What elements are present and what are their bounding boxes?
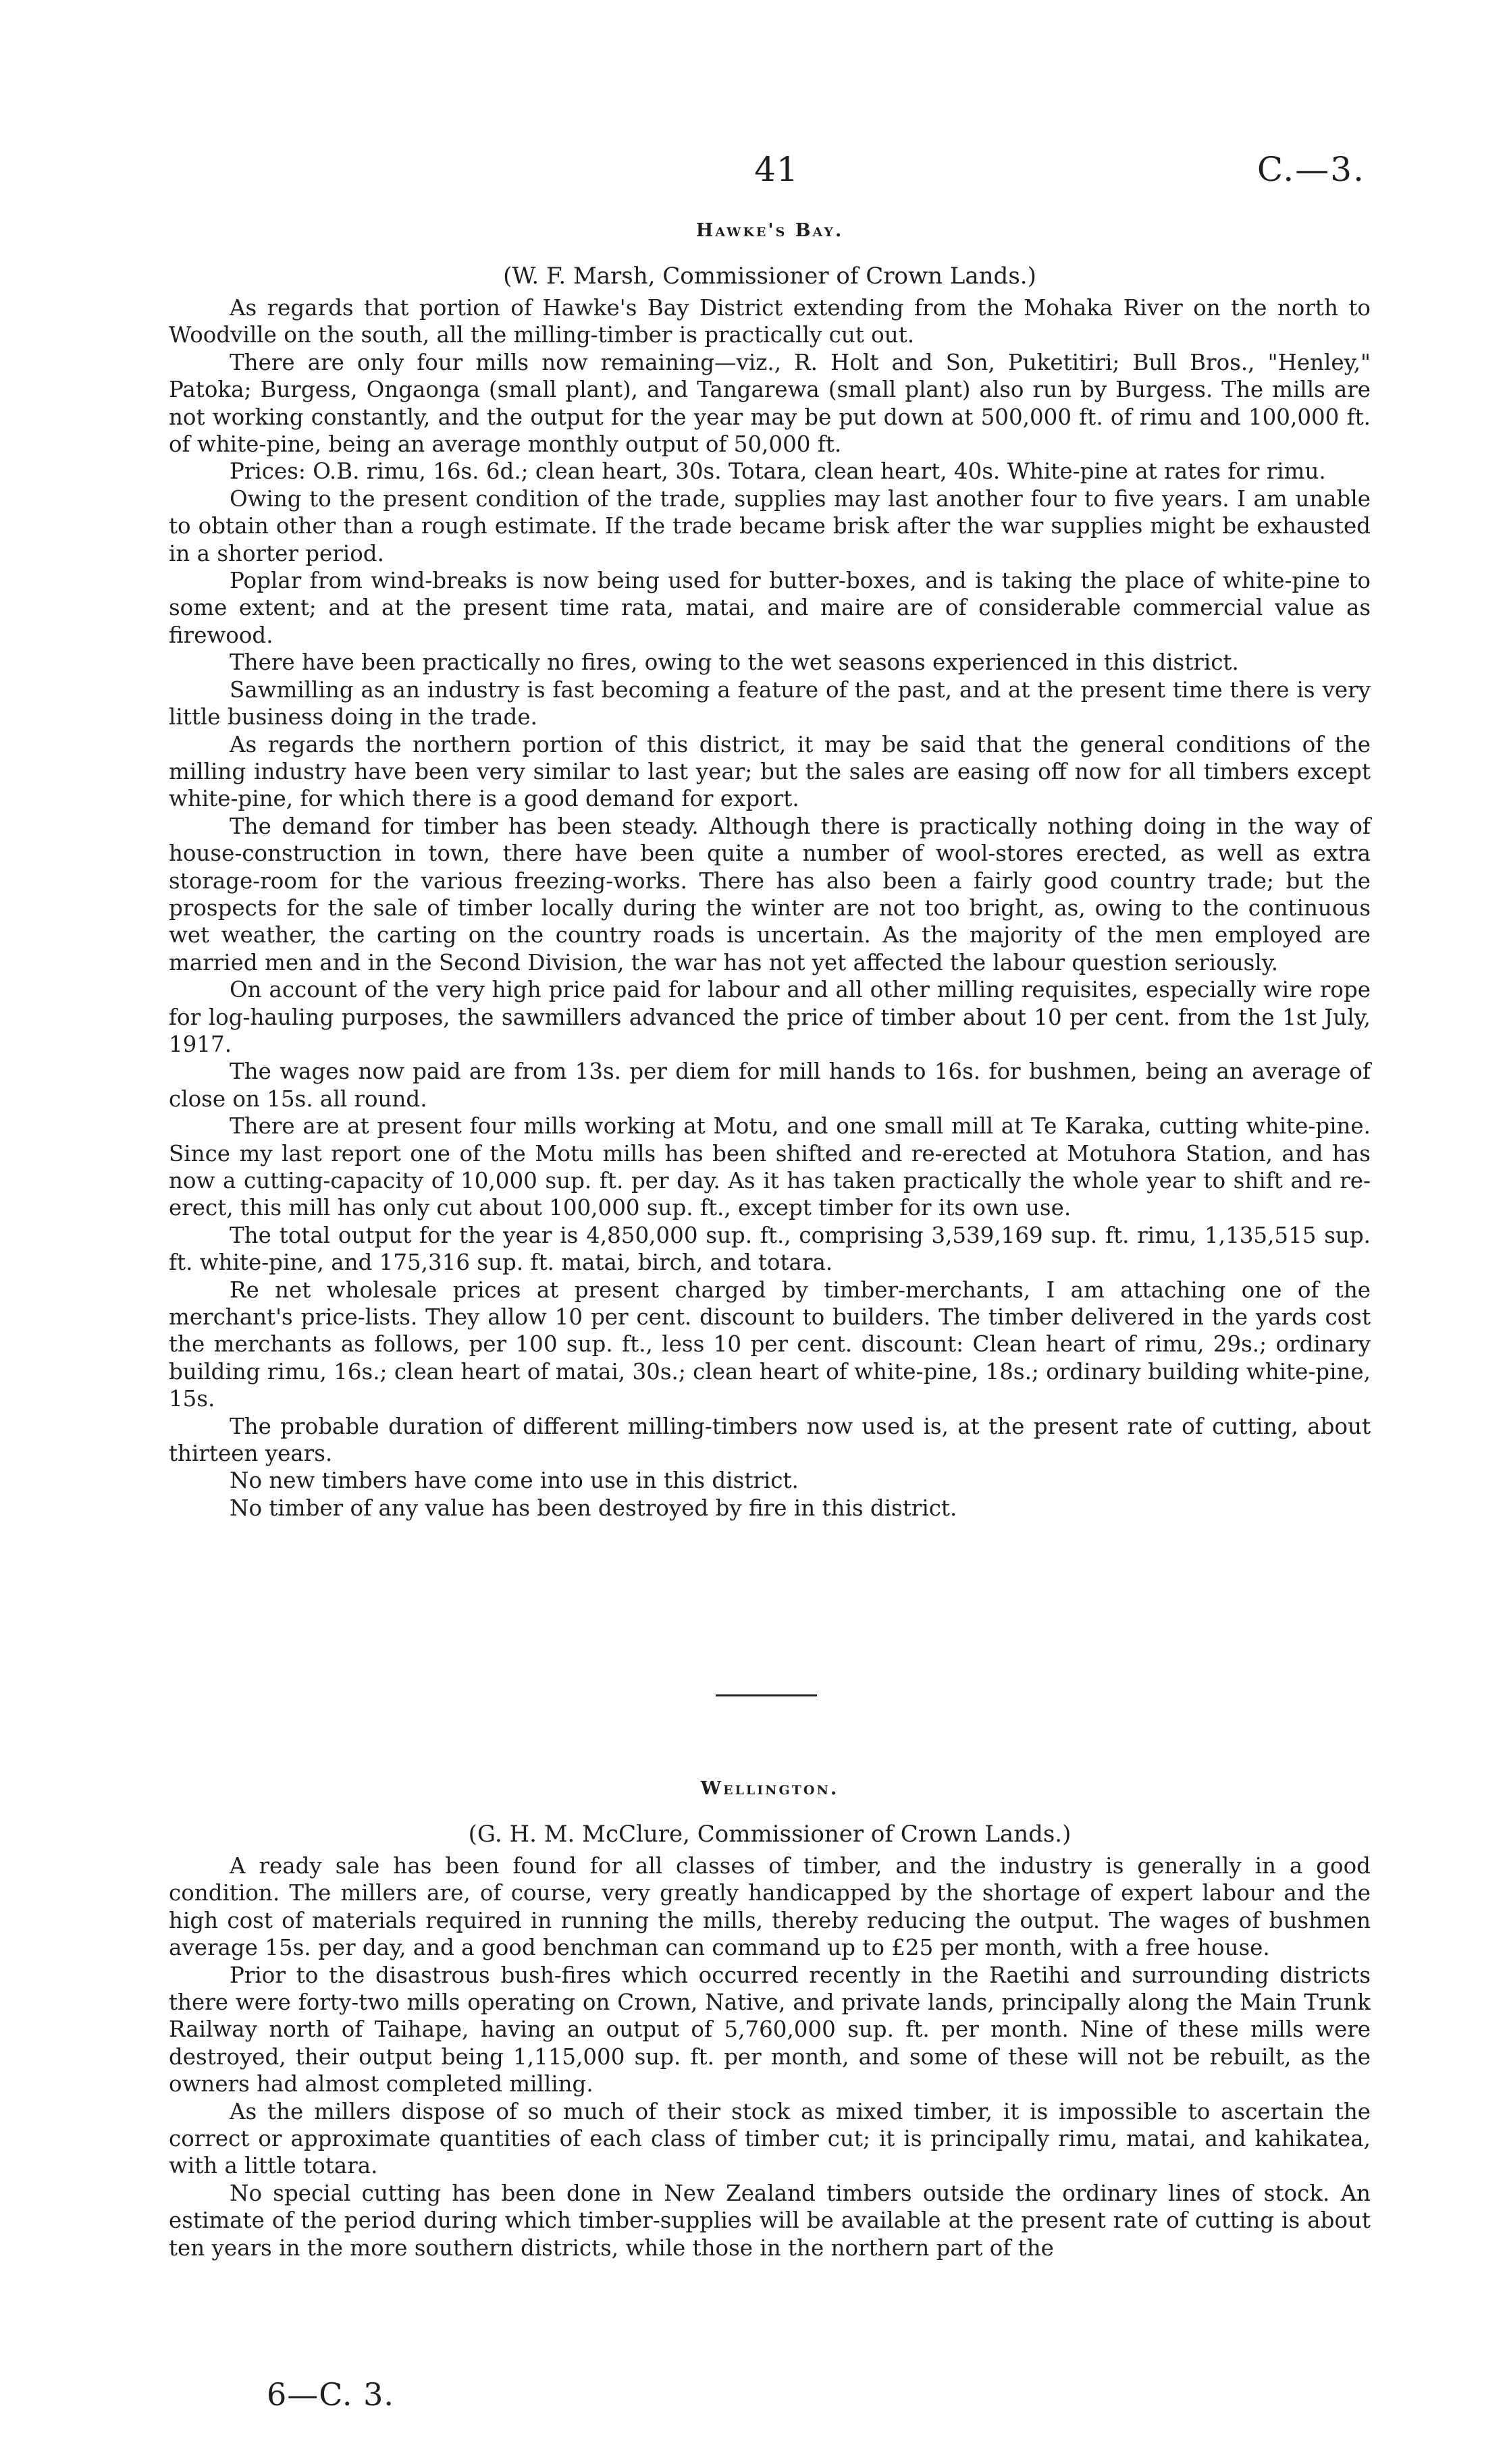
paragraph: Re net wholesale prices at present charged by timber-merchants, I am attaching one of the merchant's price-lists. They allow 10 per cent. discount to builders. The timber delivered in the yards cost the merchants as follows, per 100 sup. ft., less 10 per cent. discount: Clean heart of rimu, 29s.; ordinary building rimu, 16s.; clean heart of matai, 30s.; clean heart of white-pine, 18s.; ordinary building white-pine, 15s.: [169, 1277, 1371, 1412]
paragraph: The probable duration of different milling-timbers now used is, at the present rate of cutting, about thirteen years.: [169, 1413, 1371, 1467]
paragraph: There are at present four mills working at Motu, and one small mill at Te Karaka, cutting white-pine. Since my last report one of the Motu mills has been shifted and re-erected at Motuhora Station, and has now a cutting-capacity of 10,000 sup. ft. per day. As it has taken practically the whole year to shift and re-erect, this mill has only cut about 100,000 sup. ft., except timber for its own use.: [169, 1113, 1371, 1221]
section-heading: Wellington.: [700, 1778, 839, 1799]
paragraph: There have been practically no fires, owing to the wet seasons experienced in this district.: [230, 649, 1239, 676]
paragraph: As the millers dispose of so much of their stock as mixed timber, it is impossible to ascertain the correct or approximate quantities of each class of timber cut; it is principally rimu, matai, and kahikatea, with a little totara.: [169, 2098, 1371, 2179]
paragraph: On account of the very high price paid for labour and all other milling requisites, especially wire rope for log-hauling purposes, the sawmillers advanced the price of timber about 10 per cent. from the 1st July, 1917.: [169, 977, 1371, 1057]
paragraph: No new timbers have come into use in this district.: [230, 1468, 799, 1494]
paragraph: As regards that portion of Hawke's Bay District extending from the Mohaka River on the north to Woodville on the south, all the milling-timber is practically cut out.: [169, 295, 1371, 348]
page-number: 41: [754, 150, 799, 189]
paragraph: As regards the northern portion of this district, it may be said that the general conditions of the milling industry have been very similar to last year; but the sales are easing off now for all timbers except white-pine, for which there is a good demand for export.: [169, 731, 1371, 812]
paragraph: A ready sale has been found for all classes of timber, and the industry is generally in a good condition. The millers are, of course, very greatly handicapped by the shortage of expert labour and the high cost of materials required in running the mills, thereby reducing the output. The wages of bushmen average 15s. per day, and a good benchman can command up to £25 per month, with a free house.: [169, 1853, 1371, 1961]
commissioner-byline: (G. H. M. McClure, Commissioner of Crown Lands.): [468, 1821, 1072, 1848]
paragraph: No timber of any value has been destroyed by fire in this district.: [230, 1495, 957, 1521]
paragraph: Prices: O.B. rimu, 16s. 6d.; clean heart, 30s. Totara, clean heart, 40s. White-pine at rates for rimu.: [230, 458, 1326, 485]
paragraph: No special cutting has been done in New Zealand timbers outside the ordinary lines of stock. An estimate of the period during which timber-supplies will be available at the present rate of cutting is about ten years in the more southern districts, while those in the northern part of the: [169, 2180, 1371, 2261]
paragraph: Owing to the present condition of the trade, supplies may last another four to five years. I am unable to obtain other than a rough estimate. If the trade became brisk after the war supplies might be exhausted in a shorter period.: [169, 485, 1371, 566]
paragraph: The demand for timber has been steady. Although there is practically nothing doing in the way of house-construction in town, there have been quite a number of wool-stores erected, as well as extra storage-room for the various freezing-works. There has also been a fairly good country trade; but the prospects for the sale of timber locally during the winter are not too bright, as, owing to the continuous wet weather, the carting on the country roads is uncertain. As the majority of the men employed are married men and in the Second Division, the war has not yet affected the labour question seriously.: [169, 813, 1371, 975]
section-heading: Hawke's Bay.: [695, 220, 844, 241]
document-reference: C.—3.: [1257, 150, 1365, 189]
commissioner-byline: (W. F. Marsh, Commissioner of Crown Lands.): [503, 263, 1036, 290]
page-signature: 6—C. 3.: [267, 2376, 394, 2413]
hawkes-bay-section: [169, 217, 1371, 1522]
section-divider: [716, 1694, 817, 1696]
paragraph: Prior to the disastrous bush-fires which occurred recently in the Raetihi and surrounding districts there were forty-two mills operating on Crown, Native, and private lands, principally along the Main Trunk Railway north of Taihape, having an output of 5,760,000 sup. ft. per month. Nine of these mills were destroyed, their output being 1,115,000 sup. ft. per month, and some of these will not be rebuilt, as the owners had almost completed milling.: [169, 1962, 1371, 2097]
paragraph: Sawmilling as an industry is fast becoming a feature of the past, and at the present time there is very little business doing in the trade.: [169, 676, 1371, 730]
paragraph: There are only four mills now remaining—viz., R. Holt and Son, Puketitiri; Bull Bros., "Henley," Patoka; Burgess, Ongaonga (small plant), and Tangarewa (small plant) also run by Burgess. The mills are not working constantly, and the output for the year may be put down at 500,000 ft. of rimu and 100,000 ft. of white-pine, being an average monthly output of 50,000 ft.: [169, 349, 1371, 458]
wellington-section: [169, 1775, 1371, 2261]
paragraph: The wages now paid are from 13s. per diem for mill hands to 16s. for bushmen, being an average of close on 15s. all round.: [169, 1059, 1371, 1112]
paragraph: Poplar from wind-breaks is now being used for butter-boxes, and is taking the place of white-pine to some extent; and at the present time rata, matai, and maire are of considerable commercial value as firewood.: [169, 568, 1371, 648]
paragraph: The total output for the year is 4,850,000 sup. ft., comprising 3,539,169 sup. ft. rimu, 1,135,515 sup. ft. white-pine, and 175,316 sup. ft. matai, birch, and totara.: [169, 1222, 1371, 1276]
